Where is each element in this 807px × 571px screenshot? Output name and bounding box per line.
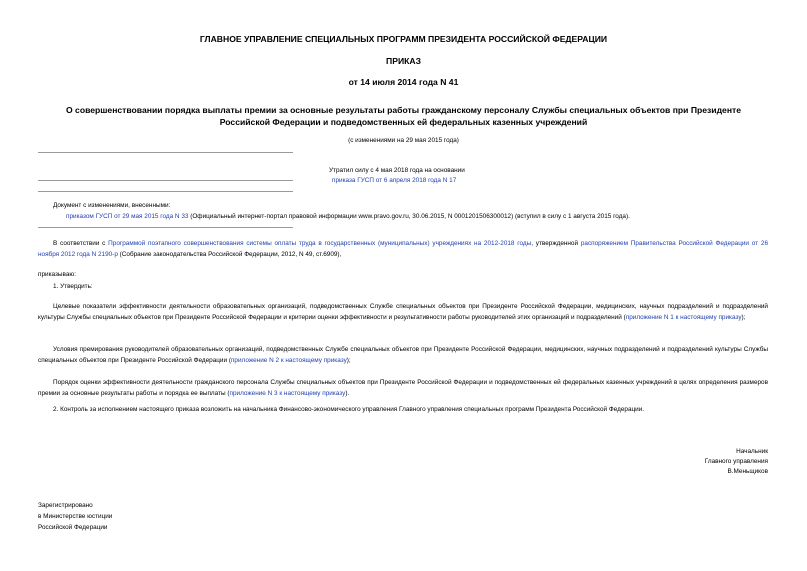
bonus-conditions-paragraph [38, 344, 768, 366]
paragraph-text: ); [741, 314, 746, 321]
issuing-organization: ГЛАВНОЕ УПРАВЛЕНИЕ СПЕЦИАЛЬНЫХ ПРОГРАММ ПРЕЗИДЕНТА РОССИЙСКОЙ ФЕДЕРАЦИИ [199, 34, 608, 44]
signatory-position: Начальник [736, 448, 768, 455]
item-1: 1. Утвердить: [53, 283, 93, 290]
preamble-text: (Собрание законодательства Российской Федерации, 2012, N 49, ст.6909), [117, 251, 342, 258]
preamble-paragraph [38, 238, 768, 260]
signatory-department: Главного управления [704, 458, 768, 465]
registration-line-2: в Министерстве юстиции [38, 513, 113, 520]
changes-label: Документ с изменениями, внесенными: [53, 202, 171, 209]
changes-source: (Официальный интернет-портал правовой информации www.pravo.gov.ru, 30.06.2015, N 0001201506300012) (вступил в силу с 1 августа 2015 года). [188, 213, 630, 220]
registration-line-3: Российской Федерации [38, 524, 108, 531]
document-date-number: от 14 июля 2014 года N 41 [348, 77, 459, 87]
signatory-name: В.Меньщиков [727, 468, 768, 475]
appendix-3-link[interactable]: приложение N 3 к настоящему приказу [229, 390, 346, 397]
divider [38, 180, 293, 181]
orders-word: приказываю: [38, 271, 76, 278]
document-title [0, 104, 807, 128]
title-line-2: Российской Федерации и подведомственных ей федеральных казенных учреждений [219, 117, 588, 127]
paragraph-text: ); [346, 357, 351, 364]
amendments-note: (с изменениями на 29 мая 2015 года) [348, 137, 459, 144]
amending-order-link[interactable]: приказом ГУСП от 29 мая 2015 года N 33 [66, 213, 189, 220]
appendix-1-link[interactable]: приложение N 1 к настоящему приказу [625, 314, 742, 321]
preamble-text: В соответствии с [53, 240, 109, 247]
title-line-1: О совершенствовании порядка выплаты премии за основные результаты работы гражданскому персоналу Службы специальных объектов при Президенте [65, 105, 742, 115]
document-type: ПРИКАЗ [386, 56, 421, 66]
appendix-2-link[interactable]: приложение N 2 к настоящему приказу [230, 357, 347, 364]
registration-line-1: Зарегистрировано [38, 502, 93, 509]
government-order-link[interactable]: распоряжением Правительства Российской Федерации от 26 ноября 2012 года N 2190-р [38, 240, 769, 258]
divider [38, 191, 293, 192]
paragraph-text: Порядок оценки эффективности деятельности гражданского персонала Службы специальных объектов при Президенте Российской Федерации и подведомственных ей федеральных казенных учреждений в целях определения размеров премии за основные результаты работы и порядка ее выплаты ( [38, 379, 768, 397]
evaluation-procedure-paragraph [38, 377, 768, 399]
program-link[interactable]: Программой поэтапного совершенствования системы оплаты труда в государственных (муниципальных) учреждениях на 2012-2018 годы [108, 240, 532, 247]
paragraph-text: Условия премирования руководителей образовательных организаций, подведомственных Службе специальных объектов при Президенте Российской Федерации, медицинских, научных подразделений и подразделений культуры Службы специальных объектов при Президенте Российской Федерации ( [38, 346, 768, 364]
lost-force-text: Утратил силу с 4 мая 2018 года на основании [329, 167, 465, 174]
preamble-text: , утвержденной [531, 240, 581, 247]
paragraph-text: Целевые показатели эффективности деятельности образовательных организаций, подведомственных Службе специальных объектов при Президенте Российской Федерации, медицинских, научных подразделений и подразделений культуры Службы специальных объектов при Президенте Российской Федерации и критерии оценки эффективности и результативности работы руководителей этих организаций и подразделений ( [38, 303, 768, 321]
signature-block [705, 447, 768, 477]
lost-force-note [328, 166, 465, 186]
target-indicators-paragraph [38, 301, 768, 323]
lost-force-order-link[interactable]: приказа ГУСП от 6 апреля 2018 года N 17 [332, 177, 457, 184]
paragraph-text: ). [345, 390, 350, 397]
registration-note [38, 500, 112, 533]
item-2: 2. Контроль за исполнением настоящего приказа возложить на начальника Финансово-экономического управления Главного управления специальных программ Президента Российской Федерации. [53, 406, 645, 413]
divider [38, 152, 293, 153]
divider [38, 227, 293, 228]
document-changes [53, 200, 773, 222]
